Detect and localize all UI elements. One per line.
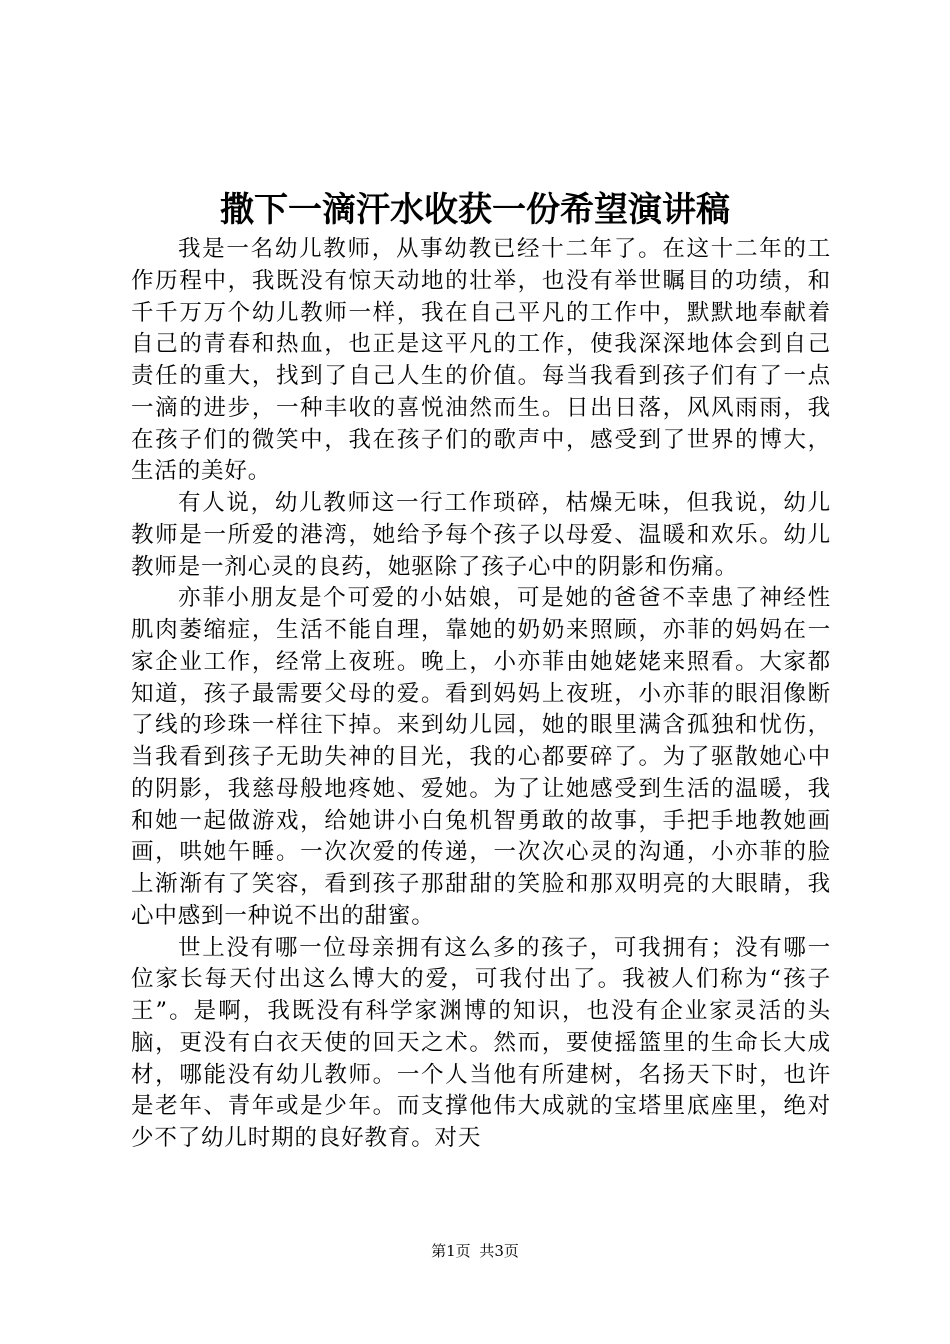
page-total: 共3页	[479, 1242, 519, 1260]
paragraph-3: 亦菲小朋友是个可爱的小姑娘，可是她的爸爸不幸患了神经性肌肉萎缩症，生活不能自理，靠她的奶奶来照顾，亦菲的妈妈在一家企业工作，经常上夜班。晚上，小亦菲由她姥姥来照看。大家都知道，孩子最需要父母的爱。看到妈妈上夜班，小亦菲的眼泪像断了线的珍珠一样往下掉。来到幼儿园，她的眼里满含孤独和忧伤，当我看到孩子无助失神的目光，我的心都要碎了。为了驱散她心中的阴影，我慈母般地疼她、爱她。为了让她感受到生活的温暖，我和她一起做游戏，给她讲小白兔机智勇敢的故事，手把手地教她画画，哄她午睡。一次次爱的传递，一次次心灵的沟通，小亦菲的脸上渐渐有了笑容，看到孩子那甜甜的笑脸和那双明亮的大眼睛，我心中感到一种说不出的甜蜜。	[131, 585, 831, 929]
document-title: 撒下一滴汗水收获一份希望演讲稿	[220, 190, 730, 230]
paragraph-4: 世上没有哪一位母亲拥有这么多的孩子，可我拥有；没有哪一位家长每天付出这么博大的爱，可我付出了。我被人们称为“孩子王”。是啊，我既没有科学家渊博的知识，也没有企业家灵活的头脑，更没有白衣天使的回天之术。然而，要使摇篮里的生命长大成材，哪能没有幼儿教师。一个人当他有所建树，名扬天下时，也许是老年、青年或是少年。而支撑他伟大成就的宝塔里底座里，绝对少不了幼儿时期的良好教育。对天	[131, 934, 831, 1151]
paragraph-2: 有人说，幼儿教师这一行工作琐碎，枯燥无味，但我说，幼儿教师是一所爱的港湾，她给予每个孩子以母爱、温暖和欢乐。幼儿教师是一剂心灵的良药，她驱除了孩子心中的阴影和伤痛。	[131, 490, 831, 580]
document-body	[131, 234, 831, 1155]
page-footer	[0, 1240, 950, 1262]
page-number: 第1页	[431, 1242, 471, 1260]
paragraph-1: 我是一名幼儿教师，从事幼教已经十二年了。在这十二年的工作历程中，我既没有惊天动地的壮举，也没有举世瞩目的功绩，和千千万万个幼儿教师一样，我在自己平凡的工作中，默默地奉献着自己的青春和热血，也正是这平凡的工作，使我深深地体会到自己责任的重大，找到了自己人生的价值。每当我看到孩子们有了一点一滴的进步，一种丰收的喜悦油然而生。日出日落，风风雨雨，我在孩子们的微笑中，我在孩子们的歌声中，感受到了世界的博大，生活的美好。	[131, 236, 831, 485]
